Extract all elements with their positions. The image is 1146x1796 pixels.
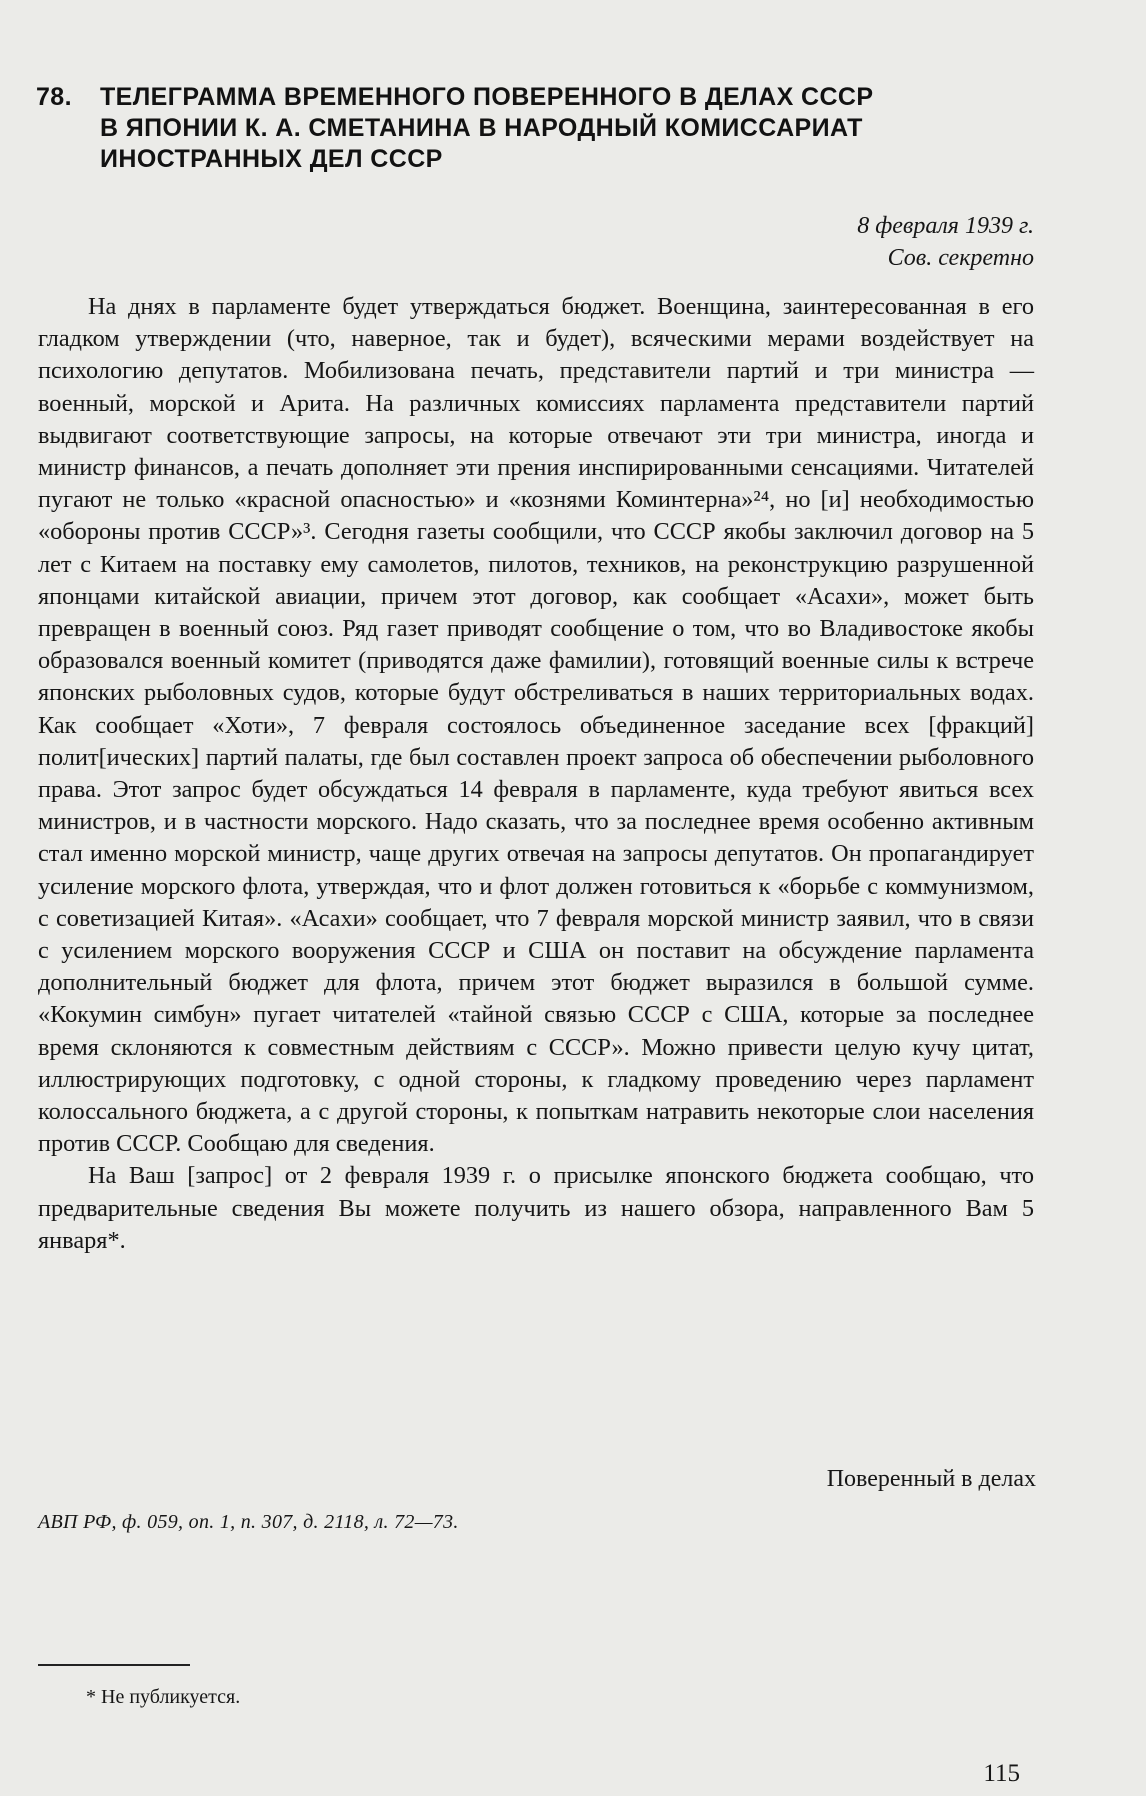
document-number: 78. xyxy=(36,83,72,111)
footnote: * Не публикуется. xyxy=(86,1686,241,1708)
page-number: 115 xyxy=(983,1760,1020,1787)
document-date: 8 февраля 1939 г. xyxy=(857,213,1034,239)
dateline xyxy=(857,210,1034,274)
document-heading xyxy=(36,82,1036,175)
document-body xyxy=(38,291,1034,1257)
heading-line-2: В ЯПОНИИ К. А. СМЕТАНИНА В НАРОДНЫЙ КОМИССАРИАТ xyxy=(100,114,863,142)
footnote-divider xyxy=(38,1664,190,1666)
heading-line-3: ИНОСТРАННЫХ ДЕЛ СССР xyxy=(100,145,443,173)
heading-line-1: 78. ТЕЛЕГРАММА ВРЕМЕННОГО ПОВЕРЕННОГО В ДЕЛАХ СССР xyxy=(36,83,874,111)
classification-label: Сов. секретно xyxy=(887,245,1034,271)
signature: Поверенный в делах xyxy=(826,1466,1036,1492)
body-paragraph-2: На Ваш [запрос] от 2 февраля 1939 г. о присылке японского бюджета сообщаю, что предварительные сведения Вы можете получить из нашего обзора, направленного Вам 5 января*. xyxy=(38,1162,1034,1254)
body-paragraph-1: На днях в парламенте будет утверждаться бюджет. Военщина, заинтересованная в его гладком утверждении (что, наверное, так и будет), всяческими мерами воздействует на психологию депутатов. Мобилизована печать, представители партий и три министра — военный, морской и Арита. На различных комиссиях парламента представители партий выдвигают соответствующие запросы, на которые отвечают эти три министра, иногда и министр финансов, а печать дополняет эти прения инспирированными сенсациями. Читателей пугают не только «красной опасностью» и «кознями Коминтерна»²⁴, но [и] необходимостью «обороны против СССР»³. Сегодня газеты сообщили, что СССР якобы заключил договор на 5 лет с Китаем на поставку ему самолетов, пилотов, техников, на реконструкцию разрушенной японцами китайской авиации, причем этот договор, как сообщает «Асахи», может быть превращен в военный союз. Ряд газет приводят сообщение о том, что во Владивостоке якобы образовался военный комитет (приводятся даже фамилии), готовящий военные силы к встрече японских рыболовных судов, которые будут обстреливаться в наших территориальных водах. Как сообщает «Хоти», 7 февраля состоялось объединенное заседание всех [фракций] полит[ических] партий палаты, где был составлен проект запроса об обеспечении рыболовного права. Этот запрос будет обсуждаться 14 февраля в парламенте, куда требуют явиться всех министров, и в частности морского. Надо сказать, что за последнее время особенно активным стал именно морской министр, чаще других отвечая на запросы депутатов. Он пропагандирует усиление морского флота, утверждая, что и флот должен готовиться к «борьбе с коммунизмом, с советизацией Китая». «Асахи» сообщает, что 7 февраля морской министр заявил, что в связи с усилением морского вооружения СССР и США он поставит на обсуждение парламента дополнительный бюджет для флота, причем этот бюджет выразился в большой сумме. «Кокумин симбун» пугает читателей «тайной связью СССР с США, которые за последнее время склоняются к совместным действиям с СССР». Можно привести целую кучу цитат, иллюстрирующих подготовку, с одной стороны, к гладкому проведению через парламент колоссального бюджета, а с другой стороны, к попыткам натравить некоторые слои населения против СССР. Сообщаю для сведения. xyxy=(38,293,1034,1158)
archive-reference: АВП РФ, ф. 059, оп. 1, п. 307, д. 2118, л. 72—73. xyxy=(38,1511,459,1533)
